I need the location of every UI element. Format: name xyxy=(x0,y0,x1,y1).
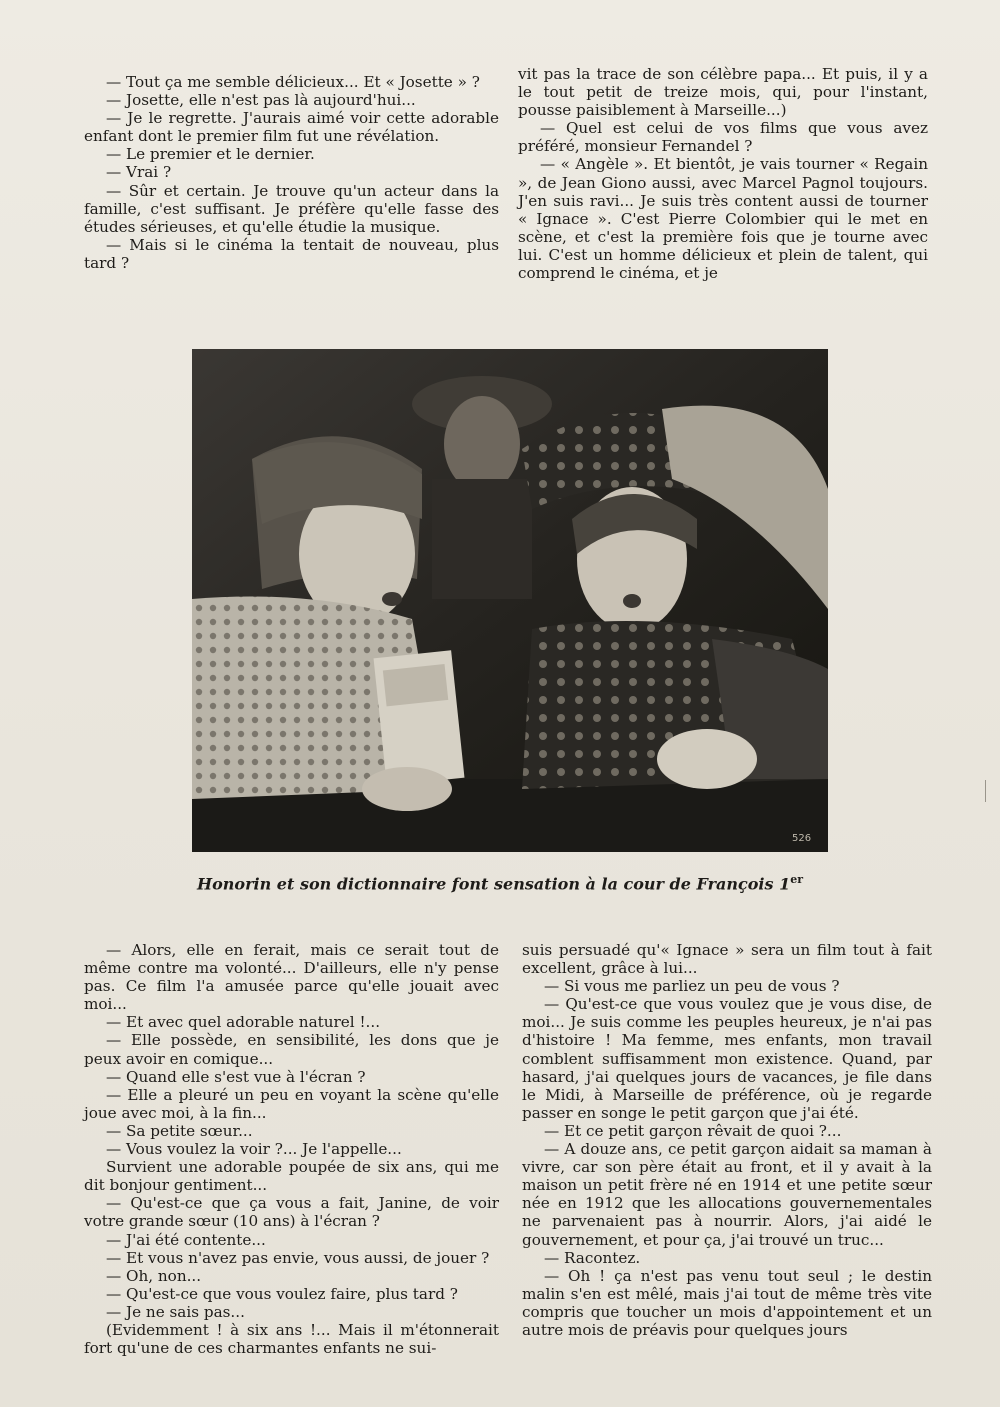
page-edge-mark xyxy=(985,780,986,802)
paragraph: — Sa petite sœur... xyxy=(106,1121,253,1140)
paragraph: — A douze ans, ce petit garçon aidait sa maman à vivre, car son père était au front, et il y avait à la maison un petit frère né en 1914 et une petite sœur née en 1912 que les allocations gouvernementales ne parvenaient pas à nourrir. Alors, j'ai aidé le gouvernement, et pour ça, j'ai trouvé un truc... xyxy=(522,1140,932,1249)
paragraph: — Le premier et le dernier. xyxy=(106,145,315,164)
column-top-right xyxy=(518,65,928,282)
paragraph: — Quel est celui de vos films que vous avez préféré, monsieur Fernandel ? xyxy=(518,119,928,156)
paragraph-continued: vit pas la trace de son célèbre papa... Et puis, il y a le tout petit de treize mois, qui, pour l'instant, pousse paisiblement à Marseille...) xyxy=(518,65,928,120)
paragraph: — Quand elle s'est vue à l'écran ? xyxy=(106,1067,366,1086)
paragraph: — Racontez. xyxy=(544,1248,641,1267)
photo-stamp: 526 xyxy=(792,833,812,844)
paragraph: — Alors, elle en ferait, mais ce serait tout de même contre ma volonté... D'ailleurs, elle n'y pense pas. Ce film l'a amusée parce qu'elle jouait avec moi... xyxy=(84,941,499,1014)
column-top-left xyxy=(84,73,499,272)
paragraph: — « Angèle ». Et bientôt, je vais tourner « Regain », de Jean Giono aussi, avec Marcel Pagnol toujours. J'en suis ravi... Je suis très content aussi de tourner « Ignace ». C'est Pierre Colombier qui le met en scène, et c'est la première fois que je tourne avec lui. C'est un homme délicieux et plein de talent, qui comprend le cinéma, et je xyxy=(518,155,928,283)
paragraph: — Qu'est-ce que ça vous a fait, Janine, de voir votre grande sœur (10 ans) à l'écran ? xyxy=(84,1194,499,1231)
paragraph: — Qu'est-ce que vous voulez faire, plus tard ? xyxy=(106,1284,458,1303)
paragraph: Survient une adorable poupée de six ans, qui me dit bonjour gentiment... xyxy=(84,1158,499,1195)
paragraph: — Tout ça me semble délicieux... Et « Josette » ? xyxy=(106,73,480,91)
paragraph: — Vous voulez la voir ?... Je l'appelle... xyxy=(106,1140,402,1159)
paragraph: — Je le regrette. J'aurais aimé voir cette adorable enfant dont le premier film fut une révélation. xyxy=(84,109,499,146)
paragraph: (Evidemment ! à six ans !... Mais il m'étonnerait fort qu'une de ces charmantes enfants ne sui- xyxy=(84,1320,499,1358)
paragraph: — J'ai été contente... xyxy=(106,1230,266,1249)
paragraph: — Qu'est-ce que vous voulez que je vous dise, de moi... Je suis comme les peuples heureux, je n'ai pas d'histoire ! Ma femme, mes enfants, mon travail comblent suffisamment mon existence. Quand, par hasard, j'ai quelques jours de vacances, je file dans le Midi, à Marseille de préférence, où je regarde passer en songe le petit garçon que j'ai été. xyxy=(522,995,932,1122)
paragraph: — Elle a pleuré un peu en voyant la scène qu'elle joue avec moi, à la fin... xyxy=(84,1085,499,1122)
photo-caption xyxy=(0,873,1000,893)
paragraph: — Et vous n'avez pas envie, vous aussi, de jouer ? xyxy=(106,1248,490,1267)
caption-superscript: er xyxy=(790,873,803,886)
paragraph: — Vrai ? xyxy=(106,163,172,182)
paragraph: — Et avec quel adorable naturel !... xyxy=(106,1013,381,1032)
film-still-photo xyxy=(192,349,828,852)
paragraph: — Elle possède, en sensibilité, les dons que je peux avoir en comique... xyxy=(84,1031,499,1068)
paragraph: — Mais si le cinéma la tentait de nouveau, plus tard ? xyxy=(84,235,499,272)
column-bottom-left xyxy=(84,941,499,1357)
paragraph: — Et ce petit garçon rêvait de quoi ?... xyxy=(544,1121,842,1140)
paragraph: — Sûr et certain. Je trouve qu'un acteur dans la famille, c'est suffisant. Je préfère qu'elle fasse des études sérieuses, et qu'elle étudie la musique. xyxy=(84,181,499,236)
paragraph: — Si vous me parliez un peu de vous ? xyxy=(544,977,840,996)
column-bottom-right xyxy=(522,941,932,1339)
paragraph: — Josette, elle n'est pas là aujourd'hui... xyxy=(106,91,416,110)
paragraph: — Oh ! ça n'est pas venu tout seul ; le destin malin s'en est mêlé, mais j'ai tout de même très vite compris que toucher un mois d'appointement et un autre mois de préavis pour quelques jours xyxy=(522,1266,932,1339)
paragraph: — Oh, non... xyxy=(106,1266,202,1285)
caption-text: Honorin et son dictionnaire font sensation à la cour de François 1 xyxy=(197,874,791,894)
paragraph: — Je ne sais pas... xyxy=(106,1302,245,1321)
paragraph-continued: suis persuadé qu'« Ignace » sera un film tout à fait excellent, grâce à lui... xyxy=(522,941,932,978)
